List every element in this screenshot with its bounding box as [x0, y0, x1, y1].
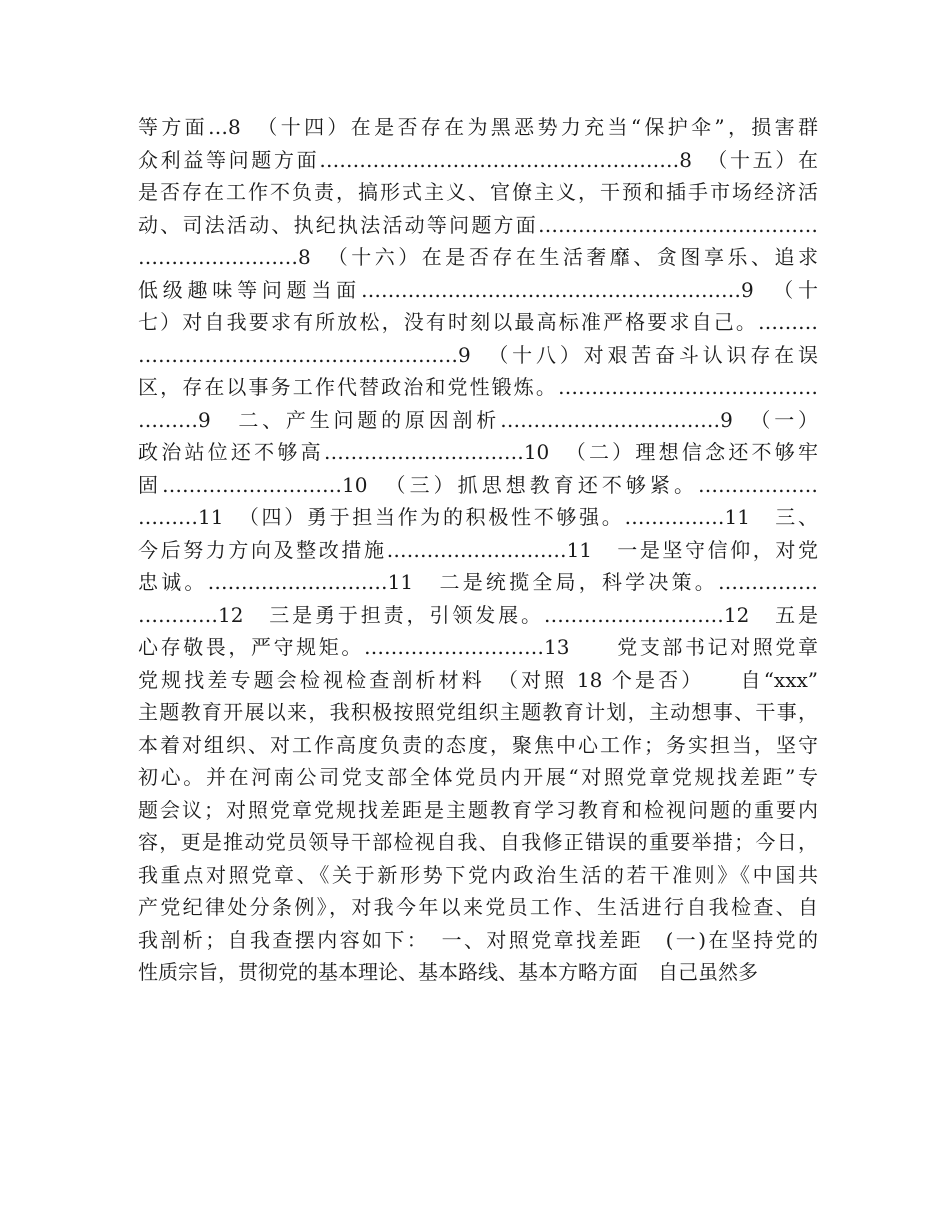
text-line: 众利益等问题方面………………………………………………8 （十五）在 — [138, 147, 818, 172]
text-line: 七）对自我要求有所放松，没有时刻以最高标准严格要求自己。……… — [138, 310, 818, 334]
text-line: 产党纪律处分条例》，对我今年以来党员工作、生活进行自我检查、自 — [138, 895, 818, 919]
text-line: 本着对组织、对工作高度负责的态度，聚焦中心工作；务实担当，坚守 — [138, 732, 818, 757]
text-line: 今后努力方向及整改措施………………………11 一是坚守信仰，对党 — [138, 537, 818, 562]
text-line: ……………………8 （十六）在是否存在生活奢靡、贪图享乐、追求 — [138, 245, 818, 269]
text-line: 区，存在以事务工作代替政治和党性锻炼。………………………………… — [138, 375, 818, 399]
text-line: 心存敬畏，严守规矩。………………………13 党支部书记对照党章 — [138, 635, 818, 659]
text-line: 固………………………10 （三）抓思想教育还不够紧。……………… — [138, 472, 818, 497]
text-line: ………9 二、产生问题的原因剖析……………………………9 （一） — [138, 407, 818, 432]
text-line: 题会议；对照党章党规找差距是主题教育学习教育和检视问题的重要内 — [138, 797, 818, 822]
text-line: 忠诚。………………………11 二是统揽全局，科学决策。…………… — [138, 570, 818, 594]
text-line: 初心。并在河南公司党支部全体党员内开展“对照党章党规找差距”专 — [138, 765, 818, 789]
text-line: 我重点对照党章、《关于新形势下党内政治生活的若干准则》《中国共 — [138, 862, 818, 887]
text-line: 党规找差专题会检视检查剖析材料 （对照 18 个是否） 自“xxx” — [138, 667, 818, 692]
text-line: 容，更是推动党员领导干部检视自我、自我修正错误的重要举措；今日， — [138, 830, 818, 854]
document-body — [138, 111, 818, 989]
text-line: 低级趣味等问题当面…………………………………………………9 （十 — [138, 277, 818, 302]
text-line: 主题教育开展以来，我积极按照党组织主题教育计划，主动想事、干事， — [138, 700, 818, 724]
text-line: 动、司法活动、执纪执法活动等问题方面…………………………………… — [138, 212, 818, 237]
text-line: …………12 三是勇于担责，引领发展。………………………12 五是 — [138, 602, 818, 627]
text-line: 政治站位还不够高…………………………10 （二）理想信念还不够牢 — [138, 440, 818, 464]
text-line: 等方面…8 （十四）在是否存在为黑恶势力充当“保护伞”，损害群 — [138, 115, 818, 139]
text-line: 我剖析；自我查摆内容如下： 一、对照党章找差距 (一)在坚持党的 — [138, 927, 818, 952]
text-line: …………………………………………9 （十八）对艰苦奋斗认识存在误 — [138, 342, 818, 367]
text-line: 是否存在工作不负责，搞形式主义、官僚主义，干预和插手市场经济活 — [138, 180, 818, 204]
text-line: ………11 （四）勇于担当作为的积极性不够强。……………11 三、 — [138, 505, 818, 529]
text-line: 性质宗旨，贯彻党的基本理论、基本路线、基本方略方面 自己虽然多 — [138, 960, 758, 984]
